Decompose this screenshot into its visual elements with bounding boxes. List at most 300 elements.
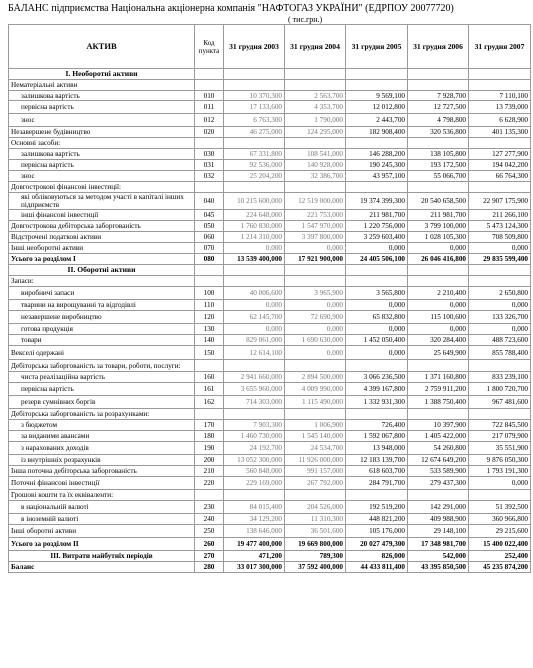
cell-2007: 22 907 175,900 xyxy=(469,193,531,210)
group-row xyxy=(9,182,531,193)
row-code: 280 xyxy=(195,562,224,573)
column-header-2007: 31 грудня 2007 xyxy=(469,25,531,69)
cell-2005 xyxy=(346,80,408,91)
row-label: з нарахованих доходів xyxy=(9,442,195,455)
cell-2006: 0,000 xyxy=(408,324,469,335)
cell-2005: 20 027 479,300 xyxy=(346,538,408,551)
cell-2007: 133 326,700 xyxy=(469,311,531,324)
row-label: Основні засоби: xyxy=(9,138,195,149)
row-code xyxy=(195,69,224,80)
cell-2007: 855 788,400 xyxy=(469,346,531,360)
cell-2006: 17 348 981,700 xyxy=(408,538,469,551)
cell-2006 xyxy=(408,360,469,372)
cell-2007: 1 800 720,700 xyxy=(469,383,531,396)
cell-2006: 320 284,400 xyxy=(408,335,469,346)
cell-2006: 2 759 911,200 xyxy=(408,383,469,396)
cell-2007 xyxy=(469,182,531,193)
row-label: II. Оборотні активи xyxy=(9,265,195,276)
cell-2007: 13 739,000 xyxy=(469,101,531,114)
cell-2004 xyxy=(285,409,346,420)
cell-2003: 7 903,300 xyxy=(224,420,285,431)
cell-2007 xyxy=(469,69,531,80)
cell-2005: 9 569,100 xyxy=(346,91,408,101)
cell-2006: 7 928,700 xyxy=(408,91,469,101)
cell-2004 xyxy=(285,490,346,501)
cell-2004: 36 501,600 xyxy=(285,525,346,538)
cell-2003: 2 941 660,000 xyxy=(224,372,285,383)
cell-2006: 25 649,900 xyxy=(408,346,469,360)
cell-2004: 37 592 400,000 xyxy=(285,562,346,573)
cell-2007: 66 764,300 xyxy=(469,171,531,182)
cell-2003: 13 539 400,000 xyxy=(224,254,285,265)
cell-2003: 229 169,000 xyxy=(224,477,285,490)
cell-2005: 1 332 931,300 xyxy=(346,396,408,409)
cell-2005: 0,000 xyxy=(346,300,408,311)
cell-2005: 0,000 xyxy=(346,243,408,254)
cell-2007: 127 277,900 xyxy=(469,149,531,160)
cell-2003: 10 370,300 xyxy=(224,91,285,101)
cell-2007: 29 215,600 xyxy=(469,525,531,538)
cell-2006 xyxy=(408,265,469,276)
cell-2007: 29 835 599,400 xyxy=(469,254,531,265)
cell-2006: 54 260,800 xyxy=(408,442,469,455)
cell-2003 xyxy=(224,265,285,276)
cell-2007: 360 966,800 xyxy=(469,514,531,525)
cell-2006: 533 589,900 xyxy=(408,466,469,477)
cell-2006: 29 148,100 xyxy=(408,525,469,538)
row-code: 260 xyxy=(195,538,224,551)
cell-2003: 13 052 300,000 xyxy=(224,455,285,466)
row-code: 020 xyxy=(195,127,224,138)
row-code: 220 xyxy=(195,477,224,490)
cell-2004: 2 563,700 xyxy=(285,91,346,101)
cell-2006: 138 105,800 xyxy=(408,149,469,160)
row-label: готова продукція xyxy=(9,324,195,335)
cell-2007 xyxy=(469,409,531,420)
cell-2005: 105 176,000 xyxy=(346,525,408,538)
cell-2007: 0,000 xyxy=(469,324,531,335)
row-label: первісна вартість xyxy=(9,383,195,396)
cell-2005: 726,400 xyxy=(346,420,408,431)
cell-2005: 3 066 236,500 xyxy=(346,372,408,383)
cell-2005: 3 259 603,400 xyxy=(346,232,408,243)
row-code: 040 xyxy=(195,193,224,210)
cell-2004: 11 310,300 xyxy=(285,514,346,525)
cell-2003: 138 646,000 xyxy=(224,525,285,538)
row-label: знос xyxy=(9,171,195,182)
table-row xyxy=(9,101,531,114)
cell-2006 xyxy=(408,138,469,149)
cell-2004: 1 545 140,000 xyxy=(285,431,346,442)
table-row xyxy=(9,372,531,383)
row-code xyxy=(195,182,224,193)
column-header-2005: 31 грудня 2005 xyxy=(346,25,408,69)
cell-2007: 217 079,900 xyxy=(469,431,531,442)
cell-2006: 3 799 100,000 xyxy=(408,221,469,232)
table-row xyxy=(9,346,531,360)
row-label: первісна вартість xyxy=(9,101,195,114)
row-code: 160 xyxy=(195,372,224,383)
cell-2004 xyxy=(285,360,346,372)
cell-2006: 320 536,800 xyxy=(408,127,469,138)
balance-table xyxy=(8,24,531,573)
row-label: Грошові кошти та їх еквіваленти: xyxy=(9,490,195,501)
row-label: Дебіторська заборгованість за розрахунками: xyxy=(9,409,195,420)
cell-2003 xyxy=(224,69,285,80)
row-code xyxy=(195,276,224,287)
row-code: 045 xyxy=(195,210,224,221)
cell-2004: 3 397 800,000 xyxy=(285,232,346,243)
cell-2005: 43 957,100 xyxy=(346,171,408,182)
cell-2006: 4 798,800 xyxy=(408,114,469,127)
cell-2007: 488 723,600 xyxy=(469,335,531,346)
cell-2005: 826,000 xyxy=(346,551,408,562)
cell-2007: 2 650,800 xyxy=(469,287,531,300)
row-label: в національній валюті xyxy=(9,501,195,514)
row-code: 150 xyxy=(195,346,224,360)
cell-2007 xyxy=(469,138,531,149)
cell-2003: 92 536,000 xyxy=(224,160,285,171)
cell-2007: 722 845,500 xyxy=(469,420,531,431)
cell-2003: 84 015,400 xyxy=(224,501,285,514)
cell-2005: 4 399 167,800 xyxy=(346,383,408,396)
table-row xyxy=(9,442,531,455)
row-label: Інша поточна дебіторська заборгованість xyxy=(9,466,195,477)
row-code xyxy=(195,80,224,91)
cell-2003: 17 133,600 xyxy=(224,101,285,114)
cell-2006: 1 371 160,800 xyxy=(408,372,469,383)
cell-2004: 3 965,900 xyxy=(285,287,346,300)
cell-2004 xyxy=(285,80,346,91)
column-header-2003: 31 грудня 2003 xyxy=(224,25,285,69)
table-row xyxy=(9,514,531,525)
row-code: 190 xyxy=(195,442,224,455)
row-code: 100 xyxy=(195,287,224,300)
row-code xyxy=(195,265,224,276)
row-code: 250 xyxy=(195,525,224,538)
row-label: з бюджетом xyxy=(9,420,195,431)
table-row xyxy=(9,232,531,243)
cell-2004: 4 353,700 xyxy=(285,101,346,114)
cell-2007: 0,000 xyxy=(469,243,531,254)
row-label: Нематеріальні активи xyxy=(9,80,195,91)
row-code: 170 xyxy=(195,420,224,431)
row-label: залишкова вартість xyxy=(9,149,195,160)
cell-2004: 17 921 900,000 xyxy=(285,254,346,265)
cell-2005: 190 245,300 xyxy=(346,160,408,171)
cell-2005: 13 948,000 xyxy=(346,442,408,455)
cell-2003: 12 614,100 xyxy=(224,346,285,360)
cell-2006: 115 100,600 xyxy=(408,311,469,324)
cell-2004 xyxy=(285,69,346,80)
cell-2003: 224 648,000 xyxy=(224,210,285,221)
row-label: чиста реалізаційна вартість xyxy=(9,372,195,383)
cell-2003 xyxy=(224,276,285,287)
row-label: в іноземній валюті xyxy=(9,514,195,525)
row-label: I. Необоротні активи xyxy=(9,69,195,80)
row-code: 270 xyxy=(195,551,224,562)
row-code: 240 xyxy=(195,514,224,525)
row-label: які обліковуються за методом участі в капіталі інших підприємств xyxy=(9,193,195,210)
row-code: 162 xyxy=(195,396,224,409)
cell-2006: 0,000 xyxy=(408,243,469,254)
cell-2004: 19 669 800,000 xyxy=(285,538,346,551)
row-label: залишкова вартість xyxy=(9,91,195,101)
cell-2005: 1 592 067,800 xyxy=(346,431,408,442)
cell-2004: 1 790,000 xyxy=(285,114,346,127)
cell-2005 xyxy=(346,360,408,372)
table-row xyxy=(9,243,531,254)
cell-2003 xyxy=(224,138,285,149)
cell-2005: 0,000 xyxy=(346,324,408,335)
total-row xyxy=(9,538,531,551)
cell-2005: 65 832,800 xyxy=(346,311,408,324)
cell-2003: 829 061,000 xyxy=(224,335,285,346)
cell-2004: 32 386,700 xyxy=(285,171,346,182)
cell-2007: 0,000 xyxy=(469,300,531,311)
cell-2005: 448 821,200 xyxy=(346,514,408,525)
cell-2003: 0,000 xyxy=(224,300,285,311)
row-label: Інші оборотні активи xyxy=(9,525,195,538)
cell-2004: 0,000 xyxy=(285,324,346,335)
row-code: 031 xyxy=(195,160,224,171)
cell-2003: 10 215 600,000 xyxy=(224,193,285,210)
table-row xyxy=(9,149,531,160)
row-label: Запаси: xyxy=(9,276,195,287)
table-row xyxy=(9,221,531,232)
cell-2003 xyxy=(224,490,285,501)
row-code: 161 xyxy=(195,383,224,396)
table-row xyxy=(9,455,531,466)
table-row xyxy=(9,171,531,182)
cell-2005: 146 288,200 xyxy=(346,149,408,160)
cell-2007: 194 042,200 xyxy=(469,160,531,171)
row-label: Відстрочені податкові активи xyxy=(9,232,195,243)
cell-2007: 15 400 022,400 xyxy=(469,538,531,551)
row-code: 070 xyxy=(195,243,224,254)
cell-2004: 12 519 000,000 xyxy=(285,193,346,210)
table-row xyxy=(9,501,531,514)
cell-2003: 25 204,200 xyxy=(224,171,285,182)
group-row xyxy=(9,360,531,372)
cell-2007: 35 551,900 xyxy=(469,442,531,455)
units-note: ( тис.грн.) xyxy=(288,15,323,24)
cell-2007 xyxy=(469,265,531,276)
cell-2006: 20 540 658,500 xyxy=(408,193,469,210)
cell-2006: 12 674 649,200 xyxy=(408,455,469,466)
row-label: Незавершене будівництво xyxy=(9,127,195,138)
cell-2005: 1 220 756,000 xyxy=(346,221,408,232)
table-row xyxy=(9,420,531,431)
row-code: 010 xyxy=(195,91,224,101)
cell-2004 xyxy=(285,182,346,193)
cell-2005 xyxy=(346,276,408,287)
cell-2005: 618 603,700 xyxy=(346,466,408,477)
cell-2006: 142 291,000 xyxy=(408,501,469,514)
table-row xyxy=(9,324,531,335)
total-row xyxy=(9,551,531,562)
cell-2006 xyxy=(408,409,469,420)
row-code: 210 xyxy=(195,466,224,477)
cell-2004: 204 526,000 xyxy=(285,501,346,514)
cell-2003: 1 760 830,000 xyxy=(224,221,285,232)
row-code: 230 xyxy=(195,501,224,514)
cell-2004: 0,000 xyxy=(285,300,346,311)
cell-2006 xyxy=(408,69,469,80)
row-code: 011 xyxy=(195,101,224,114)
cell-2003: 0,000 xyxy=(224,324,285,335)
section-row xyxy=(9,69,531,80)
cell-2005: 3 565,800 xyxy=(346,287,408,300)
cell-2004: 0,000 xyxy=(285,346,346,360)
cell-2006: 193 172,500 xyxy=(408,160,469,171)
row-label: Поточні фінансові інвестиції xyxy=(9,477,195,490)
row-code: 012 xyxy=(195,114,224,127)
row-code xyxy=(195,409,224,420)
row-code: 050 xyxy=(195,221,224,232)
cell-2006: 43 395 850,500 xyxy=(408,562,469,573)
cell-2007: 401 135,300 xyxy=(469,127,531,138)
row-code: 032 xyxy=(195,171,224,182)
cell-2003: 67 331,800 xyxy=(224,149,285,160)
row-label: первісна вартість xyxy=(9,160,195,171)
row-code: 180 xyxy=(195,431,224,442)
cell-2005: 1 452 050,400 xyxy=(346,335,408,346)
cell-2004: 221 753,000 xyxy=(285,210,346,221)
row-code: 030 xyxy=(195,149,224,160)
column-header-2006: 31 грудня 2006 xyxy=(408,25,469,69)
table-row xyxy=(9,335,531,346)
cell-2007 xyxy=(469,360,531,372)
cell-2003: 46 275,000 xyxy=(224,127,285,138)
cell-2006: 1 388 750,400 xyxy=(408,396,469,409)
row-label: за виданими авансами xyxy=(9,431,195,442)
cell-2006: 279 437,300 xyxy=(408,477,469,490)
section-row xyxy=(9,265,531,276)
cell-2004: 11 926 000,000 xyxy=(285,455,346,466)
document-title: БАЛАНС підприємства Національна акціонерна компанія "НАФТОГАЗ УКРАЇНИ" (ЕДРПОУ 20077720) xyxy=(8,3,454,14)
table-row xyxy=(9,160,531,171)
row-code: 130 xyxy=(195,324,224,335)
cell-2007: 7 110,100 xyxy=(469,91,531,101)
cell-2007: 45 235 874,200 xyxy=(469,562,531,573)
cell-2004: 789,300 xyxy=(285,551,346,562)
row-label: виробничі запаси xyxy=(9,287,195,300)
cell-2003: 34 129,200 xyxy=(224,514,285,525)
row-label: тварини на вирощуванні та відгодівлі xyxy=(9,300,195,311)
cell-2007 xyxy=(469,490,531,501)
table-row xyxy=(9,300,531,311)
row-code: 060 xyxy=(195,232,224,243)
cell-2007: 708 509,800 xyxy=(469,232,531,243)
cell-2003: 24 192,700 xyxy=(224,442,285,455)
table-body xyxy=(9,69,531,573)
cell-2004 xyxy=(285,265,346,276)
table-row xyxy=(9,431,531,442)
row-label: знос xyxy=(9,114,195,127)
column-header-code: Код пункта xyxy=(195,25,224,69)
cell-2007: 967 481,600 xyxy=(469,396,531,409)
cell-2004: 72 690,900 xyxy=(285,311,346,324)
cell-2004: 1 006,900 xyxy=(285,420,346,431)
row-label: Інші необоротні активи xyxy=(9,243,195,254)
row-label: резерв сумнівних боргів xyxy=(9,396,195,409)
cell-2003: 714 303,000 xyxy=(224,396,285,409)
cell-2004: 124 295,000 xyxy=(285,127,346,138)
row-code xyxy=(195,138,224,149)
cell-2004 xyxy=(285,276,346,287)
cell-2004: 2 894 500,000 xyxy=(285,372,346,383)
cell-2007: 6 628,900 xyxy=(469,114,531,127)
table-row xyxy=(9,525,531,538)
cell-2005: 12 012,800 xyxy=(346,101,408,114)
cell-2006: 12 727,500 xyxy=(408,101,469,114)
cell-2005 xyxy=(346,409,408,420)
cell-2004: 1 115 490,000 xyxy=(285,396,346,409)
cell-2005: 44 433 811,400 xyxy=(346,562,408,573)
cell-2004: 24 534,700 xyxy=(285,442,346,455)
cell-2004 xyxy=(285,138,346,149)
column-header-asset: АКТИВ xyxy=(9,25,195,69)
cell-2007: 1 793 191,300 xyxy=(469,466,531,477)
row-code: 080 xyxy=(195,254,224,265)
group-row xyxy=(9,276,531,287)
cell-2006: 409 988,900 xyxy=(408,514,469,525)
row-label: Баланс xyxy=(9,562,195,573)
cell-2007 xyxy=(469,276,531,287)
cell-2003: 62 145,700 xyxy=(224,311,285,324)
cell-2003: 1 460 730,000 xyxy=(224,431,285,442)
cell-2005: 182 908,400 xyxy=(346,127,408,138)
cell-2003: 1 214 310,000 xyxy=(224,232,285,243)
table-row xyxy=(9,396,531,409)
table-row xyxy=(9,114,531,127)
group-row xyxy=(9,138,531,149)
row-code: 110 xyxy=(195,300,224,311)
row-label: Довгострокова дебіторська заборгованість xyxy=(9,221,195,232)
cell-2004: 1 547 970,000 xyxy=(285,221,346,232)
cell-2006: 542,000 xyxy=(408,551,469,562)
cell-2005: 2 443,700 xyxy=(346,114,408,127)
table-row xyxy=(9,210,531,221)
total-row xyxy=(9,562,531,573)
row-label: незавершене виробництво xyxy=(9,311,195,324)
cell-2005: 211 981,700 xyxy=(346,210,408,221)
cell-2005: 12 183 139,700 xyxy=(346,455,408,466)
cell-2005 xyxy=(346,69,408,80)
cell-2006 xyxy=(408,182,469,193)
cell-2004: 0,000 xyxy=(285,243,346,254)
cell-2007: 9 876 050,300 xyxy=(469,455,531,466)
table-row xyxy=(9,287,531,300)
table-row xyxy=(9,383,531,396)
cell-2007 xyxy=(469,80,531,91)
table-row xyxy=(9,466,531,477)
table-row xyxy=(9,127,531,138)
cell-2003: 560 848,000 xyxy=(224,466,285,477)
cell-2007: 5 473 124,300 xyxy=(469,221,531,232)
cell-2006: 26 046 416,800 xyxy=(408,254,469,265)
cell-2003: 33 017 300,000 xyxy=(224,562,285,573)
cell-2006: 2 210,400 xyxy=(408,287,469,300)
cell-2007: 252,400 xyxy=(469,551,531,562)
cell-2005: 192 519,200 xyxy=(346,501,408,514)
cell-2006 xyxy=(408,80,469,91)
row-label: Дебіторська заборгованість за товари, роботи, послуги: xyxy=(9,360,195,372)
cell-2005: 0,000 xyxy=(346,346,408,360)
table-row xyxy=(9,193,531,210)
table-row xyxy=(9,477,531,490)
